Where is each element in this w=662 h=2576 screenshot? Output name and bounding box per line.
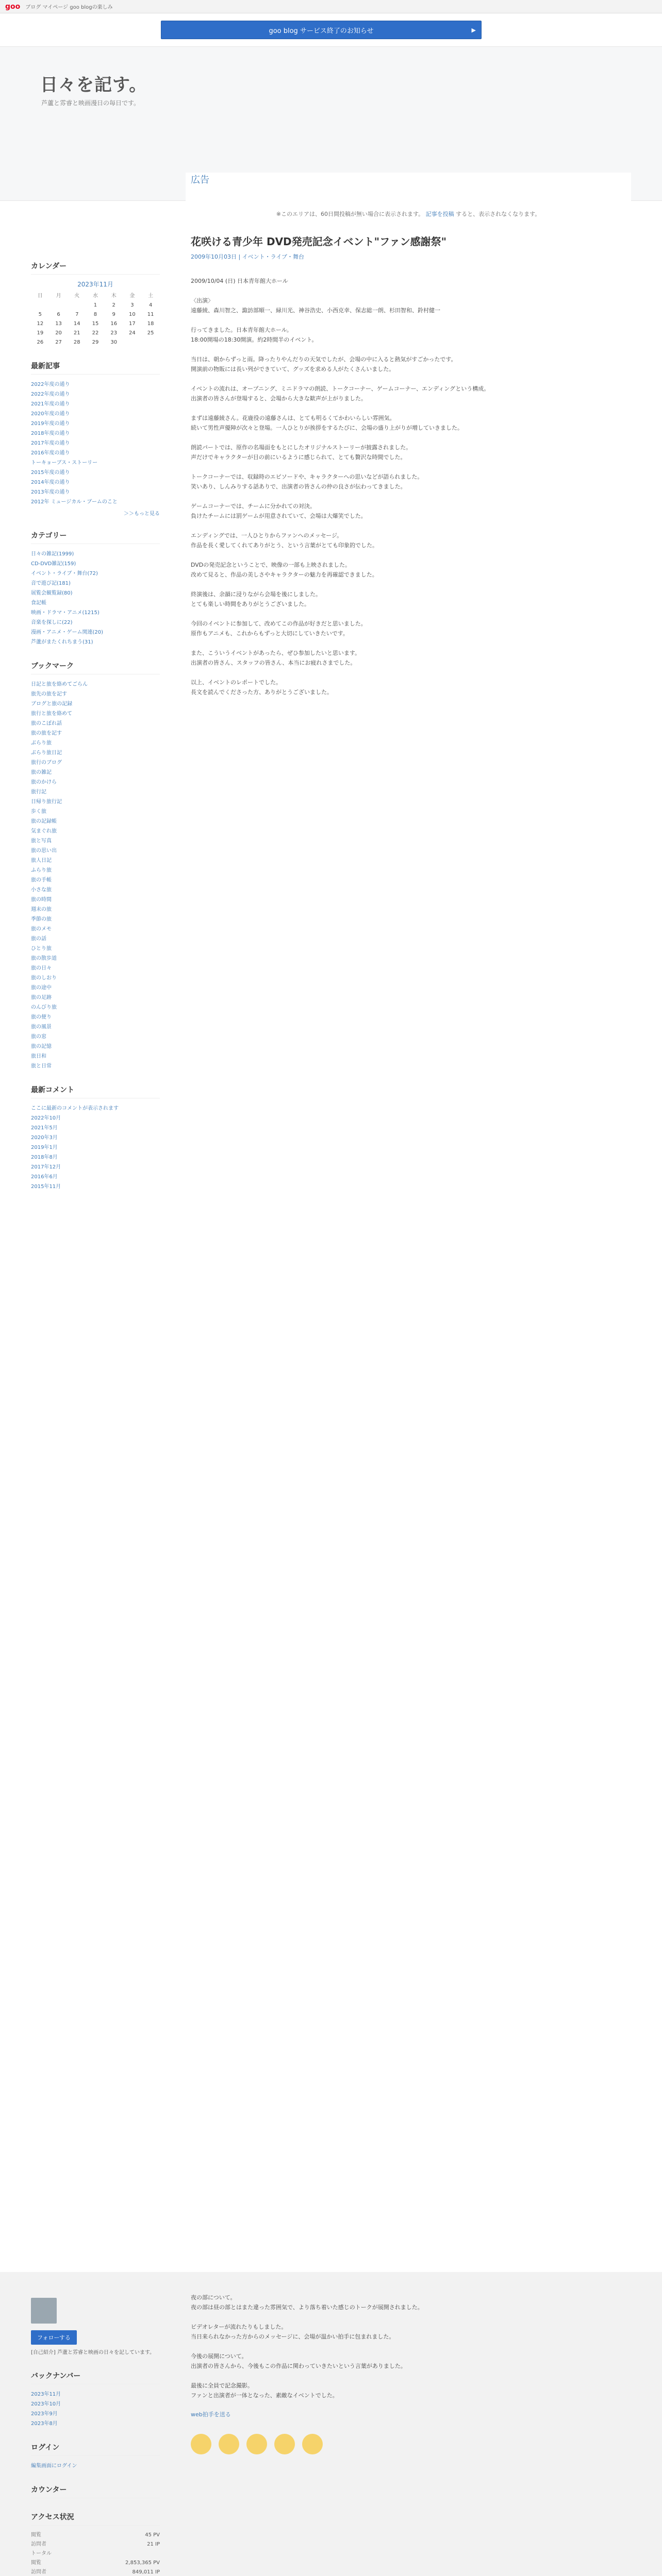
calendar-day[interactable]: 5 — [38, 312, 42, 317]
bookmark-item[interactable]: 旅の手帳 — [31, 877, 52, 883]
calendar-day[interactable]: 21 — [73, 330, 80, 336]
bookmark-item[interactable]: のんびり旅 — [31, 1005, 57, 1010]
bookmark-item[interactable]: 気まぐれ旅 — [31, 828, 57, 834]
bookmark-item[interactable]: 旅の風景 — [31, 1024, 52, 1030]
calendar-day[interactable]: 6 — [57, 312, 60, 317]
category-item[interactable]: 漫画・アニメ・ゲーム関連(20) — [31, 630, 104, 635]
calendar-day[interactable]: 19 — [37, 330, 44, 336]
bookmark-item[interactable]: 旅の雑記 — [31, 770, 52, 775]
comment-item[interactable]: 2021年5月 — [31, 1125, 58, 1131]
post-paragraph: エンディングでは、一人ひとりからファンへのメッセージ。 作品を長く愛してくれてありがとう、という言葉がとても印象的でした。 — [191, 532, 378, 549]
calendar-day[interactable]: 22 — [92, 330, 99, 336]
calendar-day[interactable]: 17 — [129, 321, 136, 327]
post-paragraph: 当日は、朝からずっと雨。降ったりやんだりの天気でしたが、会場の中に入ると熱気がすごかったです。 開演前の物販には長い列ができていて、グッズを求める人がたくさんいました。 — [191, 356, 457, 372]
calendar-day[interactable]: 28 — [73, 340, 80, 345]
lower-main — [186, 2272, 631, 2454]
access-list — [31, 2531, 160, 2576]
comment-item[interactable]: 2020年3月 — [31, 1135, 58, 1141]
calendar-day[interactable]: 23 — [110, 330, 118, 336]
bookmark-item[interactable]: ぶらり旅 — [31, 740, 52, 746]
inactive-notice-tail: すると、表示されなくなります。 — [456, 211, 541, 217]
calendar-week — [31, 319, 160, 329]
calendar-weekday: 月 — [56, 293, 61, 299]
access-label: 閲覧 — [31, 2560, 41, 2566]
avatar[interactable] — [31, 2298, 57, 2324]
bookmark-item[interactable]: 旅先の旅を記す — [31, 691, 67, 697]
access-value: 21 IP — [147, 2541, 160, 2547]
calendar-day[interactable]: 11 — [147, 312, 154, 317]
goo-logo[interactable]: goo — [5, 2, 21, 11]
reaction-icons — [191, 2434, 626, 2454]
post-paragraph: ゲームコーナーでは、チームに分かれての対決。 負けたチームには罰ゲームが用意されていて、会場は大爆笑でした。 — [191, 503, 367, 519]
recent-item[interactable]: 2018年度の通り — [31, 431, 70, 436]
chevron-right-icon: ▶ — [471, 26, 476, 33]
calendar-day[interactable]: 24 — [129, 330, 136, 336]
post-paragraph: DVDの発売記念ということで、映像の一部も上映されました。 改めて見ると、作品の美しさやキャラクターの魅力を再確認できました。 — [191, 562, 378, 578]
bookmark-heading: ブックマーク — [31, 660, 160, 674]
calendar-day[interactable]: 26 — [37, 340, 44, 345]
bookmark-item[interactable]: 旅の日々 — [31, 965, 52, 971]
category-item[interactable]: 日々の雑記(1999) — [31, 551, 74, 557]
bookmark-item[interactable]: 旅の足跡 — [31, 995, 52, 1001]
notice-text[interactable]: goo blog サービス終了のお知らせ — [269, 27, 374, 35]
calendar-day[interactable]: 12 — [37, 321, 44, 327]
login-heading: ログイン — [31, 2442, 160, 2456]
backnumber-item[interactable]: 2023年8月 — [31, 2421, 58, 2427]
bookmark-item[interactable]: 旅の途中 — [31, 985, 52, 991]
access-label: トータル — [31, 2551, 52, 2556]
calendar-weekday: 水 — [92, 293, 98, 299]
post-paragraph: 今後の展開について。 出演者の皆さんから、今後もこの作品に関わっていきたいという言葉がありました。 — [191, 2353, 406, 2369]
calendar-day[interactable] — [123, 338, 142, 347]
calendar-week — [31, 329, 160, 338]
calendar-heading: カレンダー — [31, 261, 160, 275]
calendar-weekday: 土 — [148, 293, 154, 299]
recent-item[interactable]: 2016年度の通り — [31, 450, 70, 456]
post-paragraph: 2009/10/04 (日) 日本青年館大ホール 〈出演〉 遠藤綾、森川智之、諏訪部順一、緑川光、神谷浩史、小西克幸、保志総一朗、杉田智和、鈴村健一 行ってきました。日本青年館大ホール。 18:00開場の18:30開演。約2時間半のイベント。 — [191, 278, 440, 343]
bookmark-list — [31, 680, 160, 1071]
calendar-day[interactable]: 2 — [112, 302, 115, 308]
recent-item[interactable]: 2022年度の通り — [31, 382, 70, 387]
bookmark-item[interactable]: 旅の話 — [31, 936, 46, 942]
bookmark-item[interactable]: 旅のかけら — [31, 779, 57, 785]
calendar-day[interactable]: 27 — [55, 340, 62, 345]
bookmark-item[interactable]: 旅と日常 — [31, 1063, 52, 1069]
reaction-icon[interactable] — [219, 2434, 239, 2454]
calendar-day[interactable]: 13 — [55, 321, 62, 327]
bookmark-item[interactable]: 旅の散歩道 — [31, 956, 57, 961]
top-bar — [0, 0, 662, 13]
access-row — [31, 2540, 160, 2549]
calendar-day[interactable] — [141, 338, 160, 347]
comment-item[interactable]: 2018年8月 — [31, 1155, 58, 1160]
post-paragraph: 朗読パートでは、原作の名場面をもとにしたオリジナルストーリーが披露されました。 声だけでキャラクターが目の前にいるように感じられて、とても贅沢な時間でした。 — [191, 444, 412, 461]
bookmark-item[interactable]: 日記と旅を絡めてごらん — [31, 682, 88, 687]
bookmark-item[interactable]: 旅の思い出 — [31, 848, 57, 854]
category-item[interactable]: 映画・ドラマ・アニメ(1215) — [31, 610, 100, 616]
access-label: 訪問者 — [31, 2541, 46, 2547]
bookmark-item[interactable]: 小さな旅 — [31, 887, 52, 893]
bookmark-item[interactable]: ブログと旅の記録 — [31, 701, 73, 707]
bookmark-item[interactable]: 旅の窓 — [31, 1034, 46, 1040]
lower-sidebar — [31, 2298, 160, 2576]
bookmark-item[interactable]: 旅行のブログ — [31, 760, 62, 766]
lower-post-body — [191, 2293, 626, 2400]
comment-item[interactable]: 2022年10月 — [31, 1115, 61, 1121]
post-paragraph: 夜の部について。 夜の部は昼の部とはまた違った雰囲気で、より落ち着いた感じのトークが展開されました。 — [191, 2294, 423, 2311]
comment-list — [31, 1104, 160, 1192]
reaction-icon[interactable] — [302, 2434, 323, 2454]
access-row — [31, 2568, 160, 2576]
recent-item[interactable]: 2013年度の通り — [31, 489, 70, 495]
post-paragraph: 終演後は、余韻に浸りながら会場を後にしました。 とても楽しい時間をありがとうございました。 — [191, 591, 321, 607]
recent-item[interactable]: 2020年度の通り — [31, 411, 70, 417]
calendar-weekday: 日 — [37, 293, 43, 299]
recent-item[interactable]: 2019年度の通り — [31, 421, 70, 427]
calendar-day[interactable]: 20 — [55, 330, 62, 336]
main-content — [186, 173, 631, 707]
post-body — [191, 276, 626, 697]
recent-item[interactable]: 2012年 ミュージカル・ブームのこと — [31, 499, 118, 505]
bookmark-item[interactable]: 旅の記憶 — [31, 1044, 52, 1049]
recent-item[interactable]: 2021年度の通り — [31, 401, 70, 407]
comment-item[interactable]: 2015年11月 — [31, 1184, 61, 1190]
counter-heading: カウンター — [31, 2484, 160, 2498]
access-label: 訪問者 — [31, 2569, 46, 2575]
post-paragraph: また、こういうイベントがあったら、ぜひ参加したいと思います。 出演者の皆さん、スタッフの皆さん、本当にお疲れさまでした。 — [191, 650, 361, 666]
bookmark-item[interactable]: 歩く旅 — [31, 809, 46, 815]
web-clap-link[interactable]: web拍手を送る — [191, 2411, 231, 2418]
recent-list — [31, 380, 160, 507]
post-title[interactable]: 花咲ける青少年 DVD発売記念イベント"ファン感謝祭" — [191, 235, 447, 248]
calendar-day[interactable]: 4 — [148, 302, 153, 308]
calendar-day[interactable]: 3 — [130, 302, 134, 308]
category-item[interactable]: 音で遊び記(181) — [31, 581, 71, 586]
reaction-icon[interactable] — [274, 2434, 295, 2454]
recent-heading: 最新記事 — [31, 361, 160, 375]
bookmark-item[interactable]: 旅人日記 — [31, 858, 52, 863]
calendar-weekday: 木 — [111, 293, 117, 299]
recent-item[interactable]: 2022年度の通り — [31, 392, 70, 397]
calendar-day[interactable] — [49, 301, 68, 310]
ad-label: 広告 — [191, 175, 209, 185]
backnumber-list — [31, 2389, 160, 2429]
bookmark-item[interactable]: 旅行記 — [31, 789, 46, 795]
calendar-day[interactable]: 16 — [110, 321, 118, 327]
login-link[interactable]: 編集画面にログイン — [31, 2463, 77, 2469]
comment-item[interactable]: 2017年12月 — [31, 1164, 61, 1170]
calendar-day[interactable]: 7 — [75, 312, 79, 317]
category-item[interactable]: 音楽を探しに(22) — [31, 620, 73, 625]
calendar-day[interactable]: 10 — [129, 312, 136, 317]
bookmark-item[interactable]: ひとり旅 — [31, 946, 52, 952]
bookmark-item[interactable]: 週末の旅 — [31, 907, 52, 912]
access-row — [31, 2549, 160, 2558]
bookmark-item[interactable]: 旅の旅を記す — [31, 731, 62, 736]
calendar-day[interactable]: 15 — [92, 321, 99, 327]
calendar-caption[interactable]: 2023年11月 — [77, 281, 113, 288]
bookmark-item[interactable]: 旅日和 — [31, 1054, 46, 1059]
calendar-day[interactable]: 30 — [110, 340, 118, 345]
calendar-day[interactable]: 9 — [112, 312, 115, 317]
sidebar — [31, 247, 160, 1192]
comment-item[interactable]: 2016年6月 — [31, 1174, 58, 1180]
profile-text: [自己紹介] 芦蘆と雰睿と映画の日々を記しています。 — [31, 2350, 155, 2355]
calendar-week — [31, 310, 160, 319]
comments-heading: 最新コメント — [31, 1084, 160, 1098]
category-item[interactable]: イベント・ライブ・舞台(72) — [31, 571, 98, 577]
post-paragraph: 以上、イベントのレポートでした。 長文を読んでくださった方、ありがとうございました。 — [191, 679, 333, 696]
access-row — [31, 2558, 160, 2568]
post-paragraph: トークコーナーでは、収録時のエピソードや、キャラクターへの思いなどが語られました。 笑いあり、しんみりする話ありで、出演者の皆さんの仲の良さが伝わってきました。 — [191, 473, 423, 490]
reaction-icon[interactable] — [191, 2434, 211, 2454]
category-item[interactable]: 芦蘆がまたくれちまう(31) — [31, 639, 93, 645]
access-value: 2,853,365 PV — [125, 2560, 160, 2566]
bookmark-item[interactable]: 旅の時間 — [31, 897, 52, 903]
blog-description: 芦蘆と雰睿と映画漫日の毎日です。 — [41, 99, 140, 107]
access-value: 849,011 IP — [132, 2569, 160, 2575]
backnumber-heading: バックナンバー — [31, 2370, 160, 2384]
category-item[interactable]: 食記帳 — [31, 600, 46, 606]
backnumber-item[interactable]: 2023年9月 — [31, 2411, 58, 2417]
top-nav[interactable]: ブログ マイページ goo blogの楽しみ — [25, 5, 113, 10]
backnumber-item[interactable]: 2023年10月 — [31, 2401, 61, 2407]
recent-item[interactable]: 2014年度の通り — [31, 480, 70, 485]
inactive-notice — [191, 210, 626, 218]
comment-item[interactable]: ここに最新のコメントが表示されます — [31, 1106, 119, 1111]
post-paragraph: 今回のイベントに参加して、改めてこの作品が好きだと思いました。 原作もアニメも、これからもずっと大切にしていきたいです。 — [191, 620, 367, 637]
calendar-week — [31, 301, 160, 310]
calendar-day[interactable]: 18 — [147, 321, 154, 327]
calendar-weekday: 火 — [74, 293, 80, 299]
calendar-day[interactable]: 29 — [92, 340, 99, 345]
calendar-day[interactable]: 1 — [93, 302, 97, 308]
reaction-icon[interactable] — [246, 2434, 267, 2454]
blog-title[interactable]: 日々を記す。 — [40, 75, 147, 95]
follow-button[interactable]: フォローする — [31, 2330, 77, 2345]
category-item[interactable]: CD-DVD雑記(159) — [31, 561, 76, 567]
calendar-week — [31, 338, 160, 347]
bookmark-item[interactable]: 日帰り旅行記 — [31, 799, 62, 805]
recent-more-link[interactable]: ＞＞もっと見る — [124, 511, 160, 517]
backnumber-item[interactable]: 2023年11月 — [31, 2392, 61, 2397]
calendar-day[interactable] — [68, 301, 86, 310]
access-value: 45 PV — [145, 2532, 160, 2538]
calendar-day[interactable] — [31, 301, 49, 310]
service-end-notice[interactable] — [161, 21, 482, 39]
access-row — [31, 2531, 160, 2540]
bookmark-item[interactable]: ふらり旅 — [31, 868, 52, 873]
post-article-link[interactable]: 記事を投稿 — [425, 211, 454, 217]
post-paragraph: イベントの流れは、オープニング、ミニドラマの朗読、トークコーナー、ゲームコーナー、エンディングという構成。 出演者の皆さんが登場すると、会場から大きな歓声が上がりました。 — [191, 385, 490, 402]
bookmark-item[interactable]: 旅のメモ — [31, 926, 52, 932]
post-meta[interactable]: 2009年10月03日 | イベント・ライブ・舞台 — [191, 253, 305, 260]
bookmark-item[interactable]: 旅のこぼれ話 — [31, 721, 62, 726]
category-heading: カテゴリー — [31, 530, 160, 544]
bookmark-item[interactable]: 旅の記録帳 — [31, 819, 57, 824]
calendar-weekdays — [31, 292, 160, 301]
bookmark-item[interactable]: 旅の便り — [31, 1014, 52, 1020]
calendar-day[interactable]: 8 — [93, 312, 97, 317]
recent-item[interactable]: 2015年度の通り — [31, 470, 70, 476]
bookmark-item[interactable]: 旅行と旅を絡めて — [31, 711, 72, 717]
post-paragraph: まずは遠藤綾さん。花鹿役の遠藤さんは、とても明るくてかわいらしい雰囲気。 続いて男性声優陣が次々と登場。一人ひとりが挨拶をするたびに、会場の盛り上がりが増していきました。 — [191, 415, 463, 431]
category-list — [31, 549, 160, 647]
calendar-day[interactable]: 25 — [147, 330, 154, 336]
comment-item[interactable]: 2019年1月 — [31, 1145, 58, 1150]
post-paragraph: ビデオレターが流れたりもしました。 当日来られなかった方からのメッセージに、会場が温かい拍手に包まれました。 — [191, 2324, 395, 2340]
bookmark-item[interactable]: 季節の旅 — [31, 917, 52, 922]
category-item[interactable]: 展覧会観覧録(80) — [31, 590, 73, 596]
access-label: 閲覧 — [31, 2532, 41, 2538]
post-paragraph: 最後に全員で記念撮影。 ファンと出演者が一体となった、素敵なイベントでした。 — [191, 2382, 338, 2399]
bookmark-item[interactable]: 旅のしおり — [31, 975, 57, 981]
bookmark-item[interactable]: 旅と写真 — [31, 838, 52, 844]
calendar-body — [31, 301, 160, 347]
bookmark-item[interactable]: ぶらり旅日記 — [31, 750, 62, 756]
recent-item[interactable]: トーキョーブス・ストーリー — [31, 460, 98, 466]
recent-item[interactable]: 2017年度の通り — [31, 440, 70, 446]
calendar-day[interactable]: 14 — [73, 321, 80, 327]
calendar-weekday: 金 — [129, 293, 135, 299]
inactive-notice-text: ※このエリアは、60日間投稿が無い場合に表示されます。 — [276, 211, 424, 217]
access-heading: アクセス状況 — [31, 2512, 160, 2526]
